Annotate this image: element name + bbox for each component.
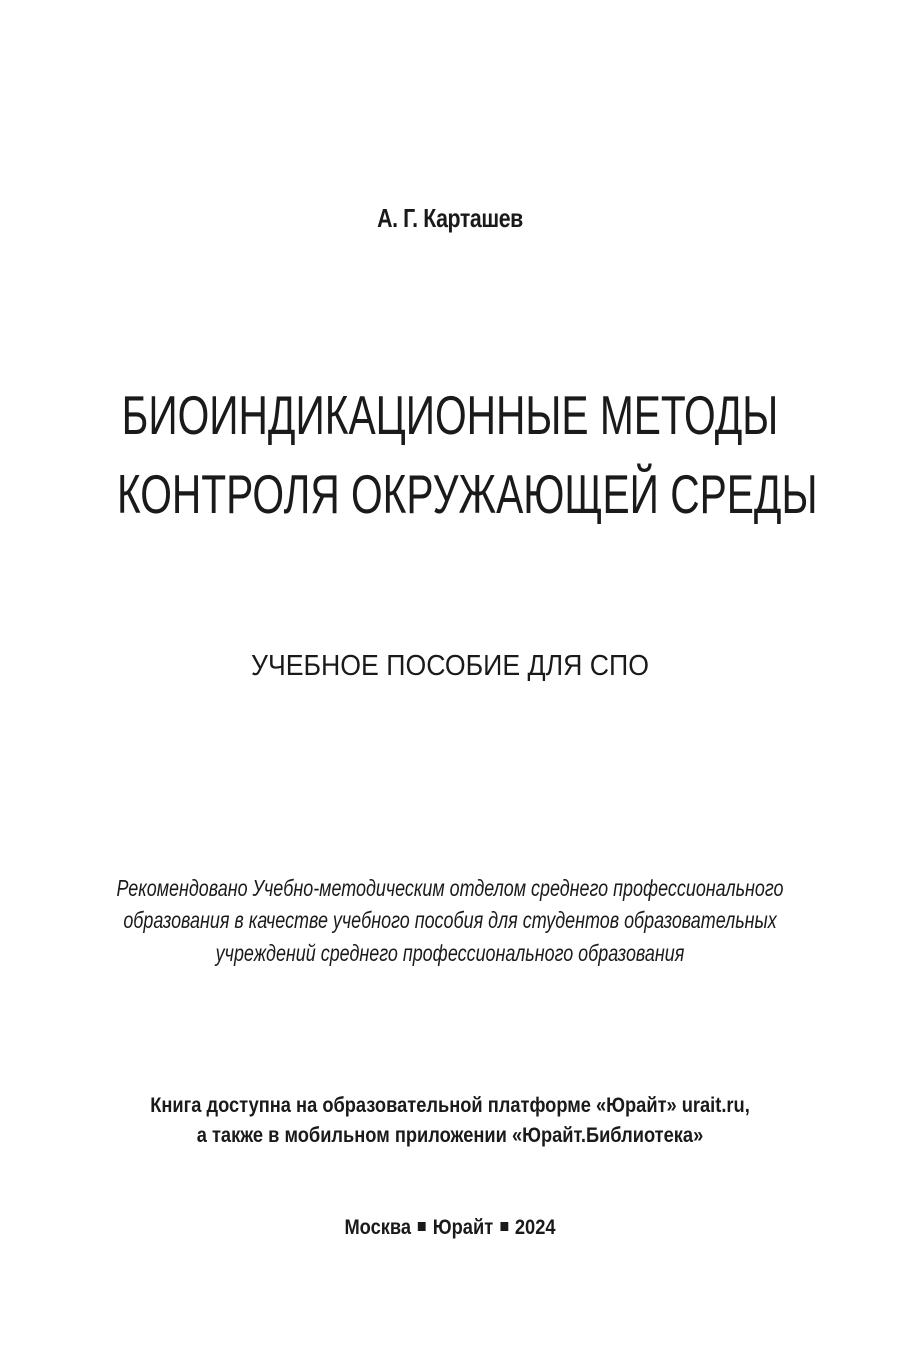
book-title-line-2: КОНТРОЛЯ ОКРУЖАЮЩЕЙ СРЕДЫ [117,463,818,525]
square-bullet-icon [500,1222,508,1231]
availability-line-2: а также в мобильном приложении «Юрайт.Библиотека» [196,1124,704,1147]
book-title-line-1: БИОИНДИКАЦИОННЫЕ МЕТОДЫ [121,384,779,446]
availability-line-1: Книга доступна на образовательной платформе «Юрайт» urait.ru, [150,1094,750,1117]
author-name: А. Г. Карташев [377,203,523,233]
imprint [59,1216,842,1240]
imprint-publisher: Юрайт [432,1216,494,1239]
imprint-year: 2024 [514,1216,556,1239]
recommendation-line-2: образования в качестве учебного пособия для студентов образовательных [123,907,777,933]
imprint-city: Москва [344,1216,412,1239]
book-subtitle: УЧЕБНОЕ ПОСОБИЕ ДЛЯ СПО [251,650,649,682]
square-bullet-icon [418,1222,426,1231]
recommendation-line-3: учреждений среднего профессионального образования [215,940,685,966]
recommendation-line-1: Рекомендовано Учебно-методическим отделом среднего профессионального [116,875,784,901]
